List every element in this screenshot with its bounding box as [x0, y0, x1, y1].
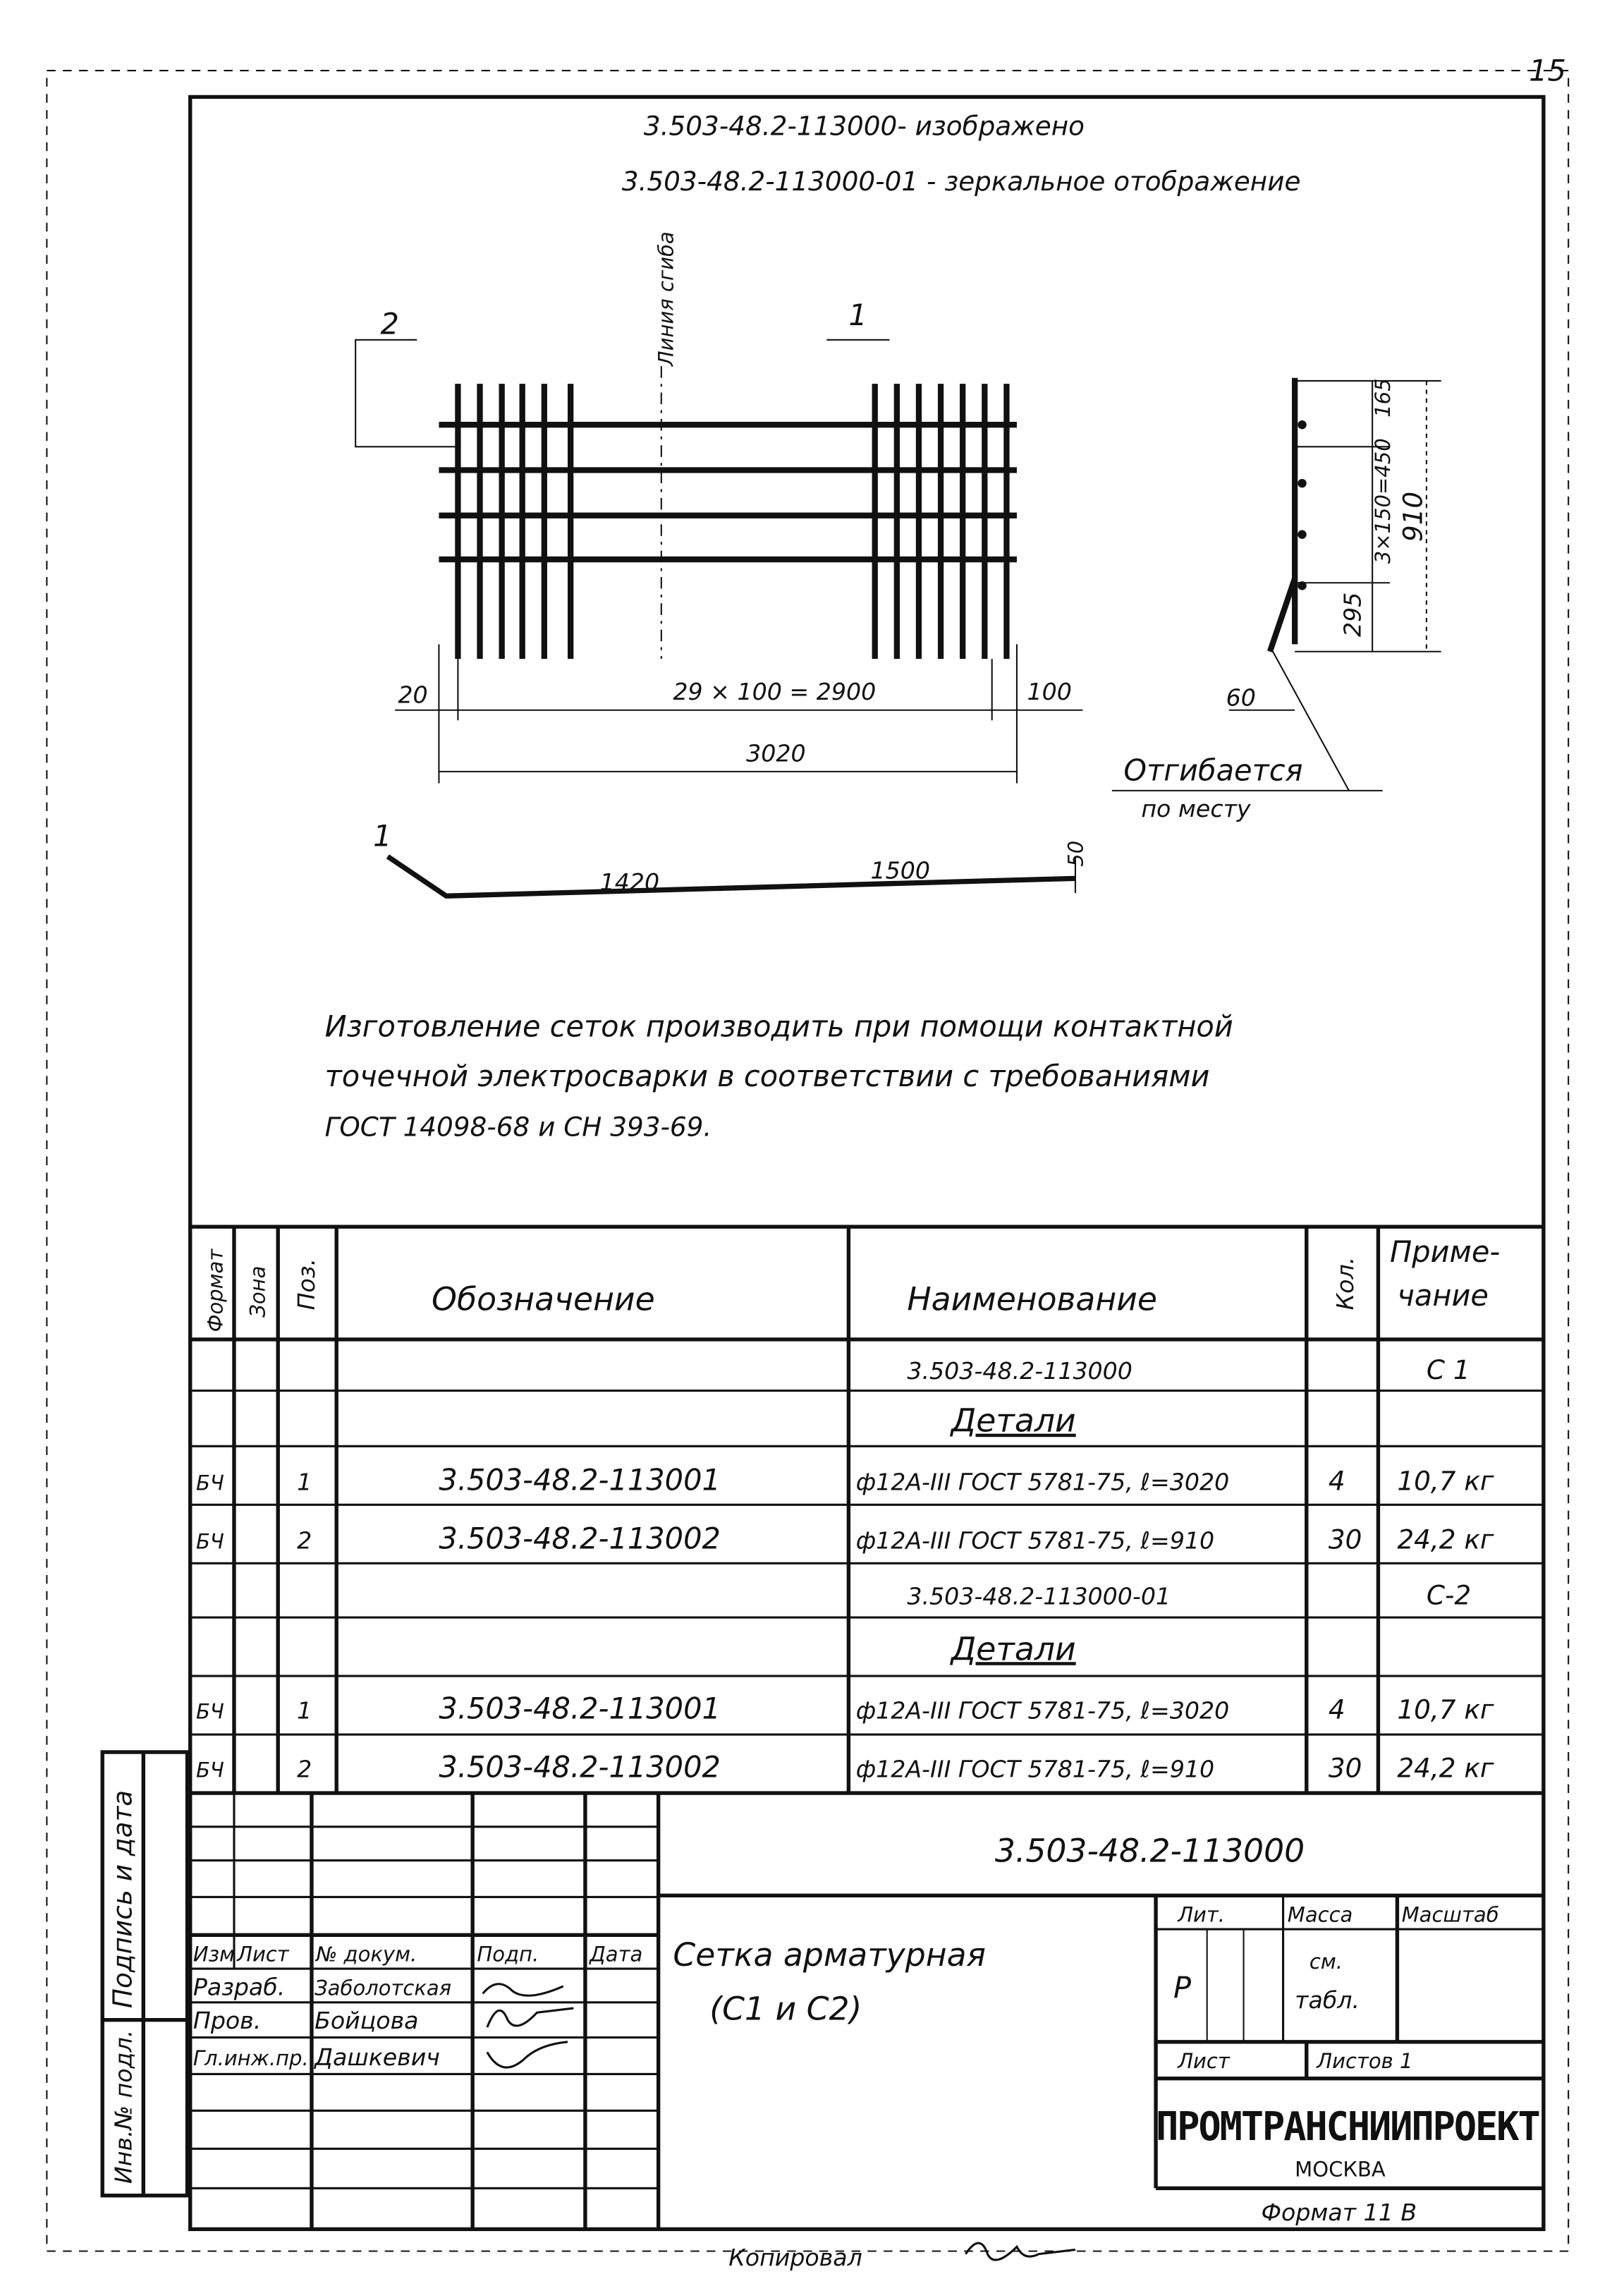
note-line-3: ГОСТ 14098-68 и СН 393-69.	[324, 1111, 712, 1143]
spec-row	[196, 1749, 1494, 1784]
col-zone: Зона	[245, 1265, 270, 1318]
inv-label: Инв.№ подл.	[109, 2029, 138, 2184]
hdr-date: Дата	[590, 1942, 643, 1967]
bar-len-1: 1420	[599, 868, 660, 896]
spec-cell-note: 24,2 кг	[1397, 1752, 1494, 1784]
spec-cell-qty: 4	[1328, 1465, 1345, 1497]
hdr-izm: Изм	[193, 1942, 235, 1967]
note-line-2: точечной электросварки в соответствии с требованиями	[324, 1058, 1210, 1093]
spec-cell-qty: 30	[1328, 1524, 1362, 1555]
leader-pos-2	[355, 340, 460, 446]
spec-rows	[196, 1354, 1494, 1784]
signatures	[483, 1984, 574, 2067]
name-developer: Заболотская	[315, 1976, 452, 2000]
plan-dimensions	[395, 644, 1082, 783]
name-checker: Бойцова	[315, 2007, 419, 2035]
copied-by: Копировал	[728, 2244, 862, 2272]
spec-row	[196, 1521, 1494, 1556]
spec-cell-name: ф12А-III ГОСТ 5781-75, ℓ=910	[855, 1755, 1215, 1783]
spec-cell-note: С-2	[1426, 1579, 1472, 1611]
spec-cell-name: ф12А-III ГОСТ 5781-75, ℓ=3020	[855, 1468, 1230, 1496]
sheets-label: Листов 1	[1317, 2049, 1413, 2074]
spec-cell-designation: 3.503-48.2-113001	[439, 1462, 721, 1497]
spec-cell-name: Детали	[951, 1402, 1076, 1440]
header-line-1: 3.503-48.2-113000- изображено	[643, 110, 1085, 142]
header-line-2: 3.503-48.2-113000-01 - зеркальное отображение	[621, 166, 1301, 198]
spec-row	[196, 1463, 1494, 1497]
spec-cell-format: БЧ	[196, 1758, 224, 1782]
sheet-number: 15	[1529, 53, 1566, 88]
spec-row	[196, 1691, 1494, 1725]
side-dim-bend: 60	[1226, 683, 1256, 712]
col-pos: Поз.	[293, 1258, 321, 1311]
doc-code: 3.503-48.2-113000	[994, 1832, 1305, 1870]
spec-cell-format: БЧ	[196, 1471, 224, 1495]
bar-pos: 1	[373, 818, 392, 853]
col-designation: Обозначение	[432, 1280, 655, 1318]
spec-cell-pos: 1	[297, 1468, 312, 1496]
hdr-doc: № докум.	[316, 1942, 417, 1967]
role-chief: Гл.инж.пр.	[193, 2046, 309, 2070]
pos-1-label: 1	[848, 298, 867, 333]
spec-cell-name: 3.503-48.2-113000-01	[907, 1582, 1171, 1610]
lit-value: Р	[1173, 1970, 1192, 2005]
note-line-1: Изготовление сеток производить при помощи контактной	[324, 1009, 1233, 1044]
spec-cell-note: С 1	[1426, 1354, 1470, 1385]
dim-total: 3020	[746, 739, 806, 767]
spec-cell-pos: 2	[297, 1755, 312, 1783]
side-dim-top: 165	[1371, 378, 1396, 418]
dim-span: 29 × 100 = 2900	[673, 678, 877, 706]
spec-cell-name: 3.503-48.2-113000	[907, 1356, 1132, 1385]
mesh-plan	[439, 384, 1017, 659]
spec-cell-format: БЧ	[196, 1529, 224, 1554]
sheet-label: Лист	[1178, 2049, 1230, 2074]
bar-len-3: 50	[1063, 840, 1088, 867]
role-checker: Пров.	[193, 2007, 262, 2035]
hdr-list: Лист	[237, 1942, 289, 1967]
name-chief: Дашкевич	[315, 2043, 440, 2071]
spec-cell-qty: 4	[1328, 1694, 1345, 1725]
spec-cell-pos: 1	[297, 1696, 312, 1725]
spec-cell-name: ф12А-III ГОСТ 5781-75, ℓ=3020	[855, 1696, 1230, 1725]
col-qty: Кол.	[1331, 1256, 1360, 1311]
bar-detail	[388, 856, 1075, 896]
dim-left: 20	[398, 681, 428, 709]
spec-row	[907, 1354, 1470, 1385]
spec-cell-format: БЧ	[196, 1699, 224, 1724]
spec-cell-qty: 30	[1328, 1752, 1362, 1784]
col-note-1: Приме-	[1390, 1234, 1501, 1269]
dim-right: 100	[1027, 678, 1072, 706]
pos-2-label: 2	[380, 306, 399, 341]
col-format: Формат	[203, 1248, 228, 1332]
scale-label: Масштаб	[1401, 1902, 1499, 1927]
side-dim-bottom: 295	[1338, 592, 1367, 638]
spec-cell-designation: 3.503-48.2-113002	[439, 1521, 721, 1556]
mass-label: Масса	[1287, 1902, 1353, 1927]
col-note-2: чание	[1397, 1278, 1489, 1313]
side-dim-mid: 3×150=450	[1371, 438, 1396, 564]
mass-value-1: см.	[1309, 1950, 1343, 1974]
spec-cell-note: 10,7 кг	[1397, 1465, 1494, 1497]
sign-label: Подпись и дата	[106, 1789, 138, 2009]
spec-row	[907, 1579, 1471, 1610]
spec-cell-designation: 3.503-48.2-113001	[439, 1691, 721, 1726]
spec-row	[950, 1630, 1076, 1667]
title-line-1: Сетка арматурная	[673, 1936, 987, 1974]
spec-cell-note: 24,2 кг	[1397, 1524, 1494, 1555]
bend-note-2: по месту	[1141, 795, 1251, 823]
spec-cell-name: ф12А-III ГОСТ 5781-75, ℓ=910	[855, 1526, 1215, 1555]
bend-note-1: Отгибается	[1123, 753, 1303, 788]
org-name: ПРОМТРАНСНИИПРОЕКТ	[1156, 2103, 1539, 2150]
spec-row	[950, 1402, 1076, 1440]
bar-len-2: 1500	[870, 856, 930, 885]
spec-cell-designation: 3.503-48.2-113002	[439, 1749, 721, 1785]
bend-line-label: Линия сгиба	[654, 231, 678, 367]
side-dim-total: 910	[1397, 491, 1429, 542]
lit-label: Лит.	[1178, 1902, 1226, 1927]
title-line-2: (С1 и С2)	[709, 1990, 862, 2028]
spec-cell-note: 10,7 кг	[1397, 1694, 1494, 1725]
role-developer: Разраб.	[193, 1973, 286, 2001]
spec-cell-name: Детали	[951, 1630, 1076, 1668]
format-label: Формат 11 В	[1261, 2198, 1417, 2226]
hdr-sign: Подп.	[477, 1942, 539, 1967]
org-city: МОСКВА	[1295, 2157, 1386, 2182]
col-name: Наименование	[907, 1280, 1157, 1318]
spec-cell-pos: 2	[297, 1526, 312, 1555]
mass-value-2: табл.	[1295, 1986, 1360, 2015]
